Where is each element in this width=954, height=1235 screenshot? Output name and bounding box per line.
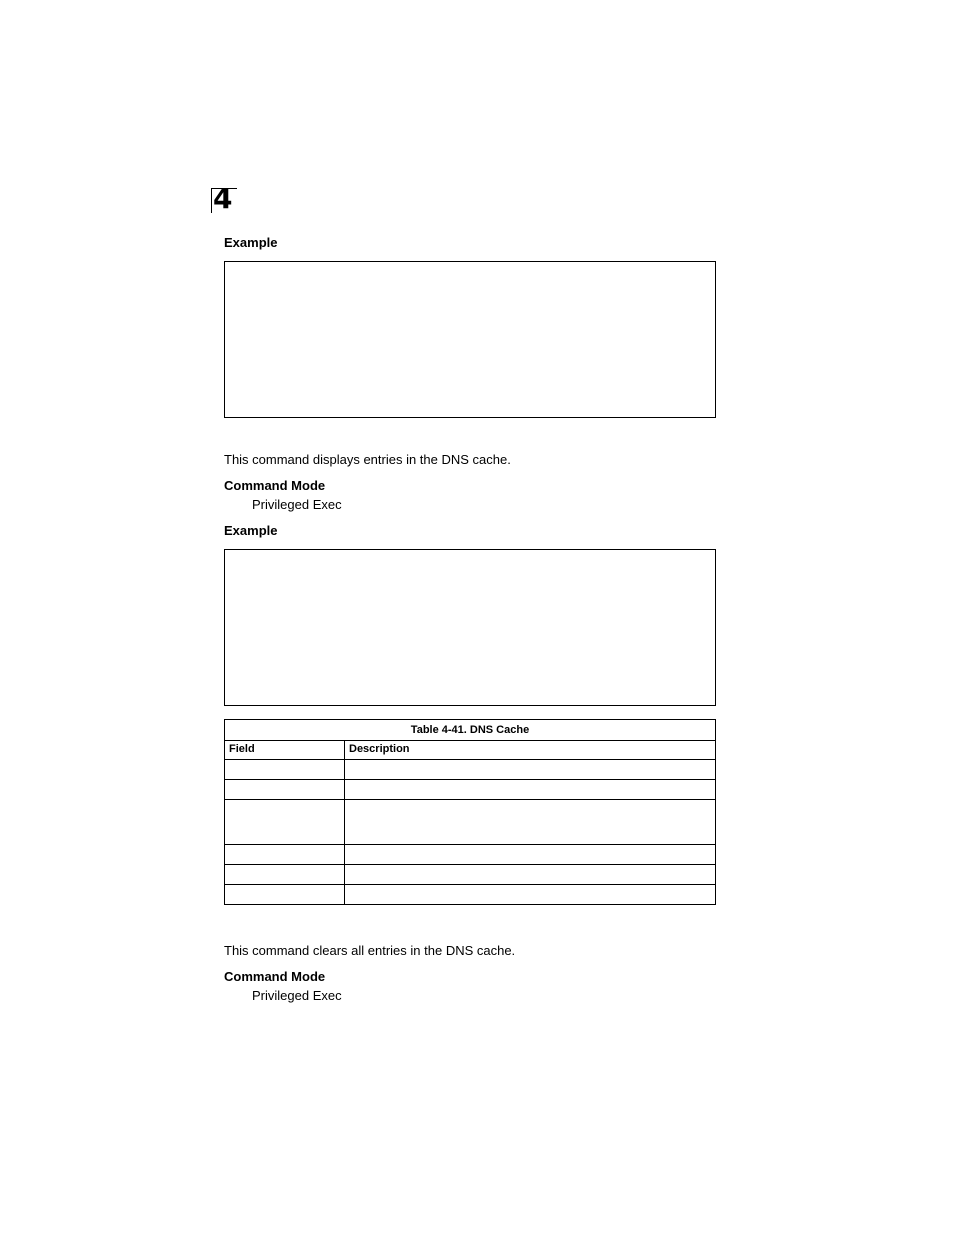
chapter-number: 4: [213, 182, 233, 215]
table-header-row: [225, 741, 716, 760]
table-row: [225, 865, 716, 885]
table-cell-description: [345, 780, 716, 800]
table-caption: Table 4-41. DNS Cache: [225, 720, 716, 741]
table-cell-description: [345, 800, 716, 845]
table-cell-description: [345, 845, 716, 865]
table-row: [225, 800, 716, 845]
table-cell-field: [225, 885, 345, 905]
table-cell-description: [345, 760, 716, 780]
table-cell-field: [225, 760, 345, 780]
table-cell-field: [225, 845, 345, 865]
command-mode-heading-2: Command Mode: [224, 969, 326, 984]
table-cell-field: [225, 865, 345, 885]
chapter-number-mark: [210, 182, 240, 215]
command-mode-value-1: Privileged Exec: [252, 497, 342, 512]
table-cell-field: [225, 800, 345, 845]
table-row: [225, 760, 716, 780]
table-row: [225, 885, 716, 905]
column-header-description: Description: [345, 741, 716, 760]
table-row: [225, 780, 716, 800]
table-caption-row: [225, 720, 716, 741]
table-row: [225, 845, 716, 865]
clear-dns-cache-description: This command clears all entries in the DNS cache.: [224, 943, 516, 958]
command-mode-value-2: Privileged Exec: [252, 988, 342, 1003]
example-heading-1: Example: [224, 235, 278, 250]
table-cell-description: [345, 865, 716, 885]
example-code-box-2: [224, 549, 716, 706]
example-code-box-1: [224, 261, 716, 418]
chapter-mark-bar: [211, 188, 212, 213]
column-header-field: Field: [225, 741, 345, 760]
example-heading-2: Example: [224, 523, 278, 538]
table-cell-description: [345, 885, 716, 905]
table-cell-field: [225, 780, 345, 800]
dns-cache-description: This command displays entries in the DNS cache.: [224, 452, 511, 467]
dns-cache-table: [224, 719, 716, 905]
command-mode-heading-1: Command Mode: [224, 478, 326, 493]
